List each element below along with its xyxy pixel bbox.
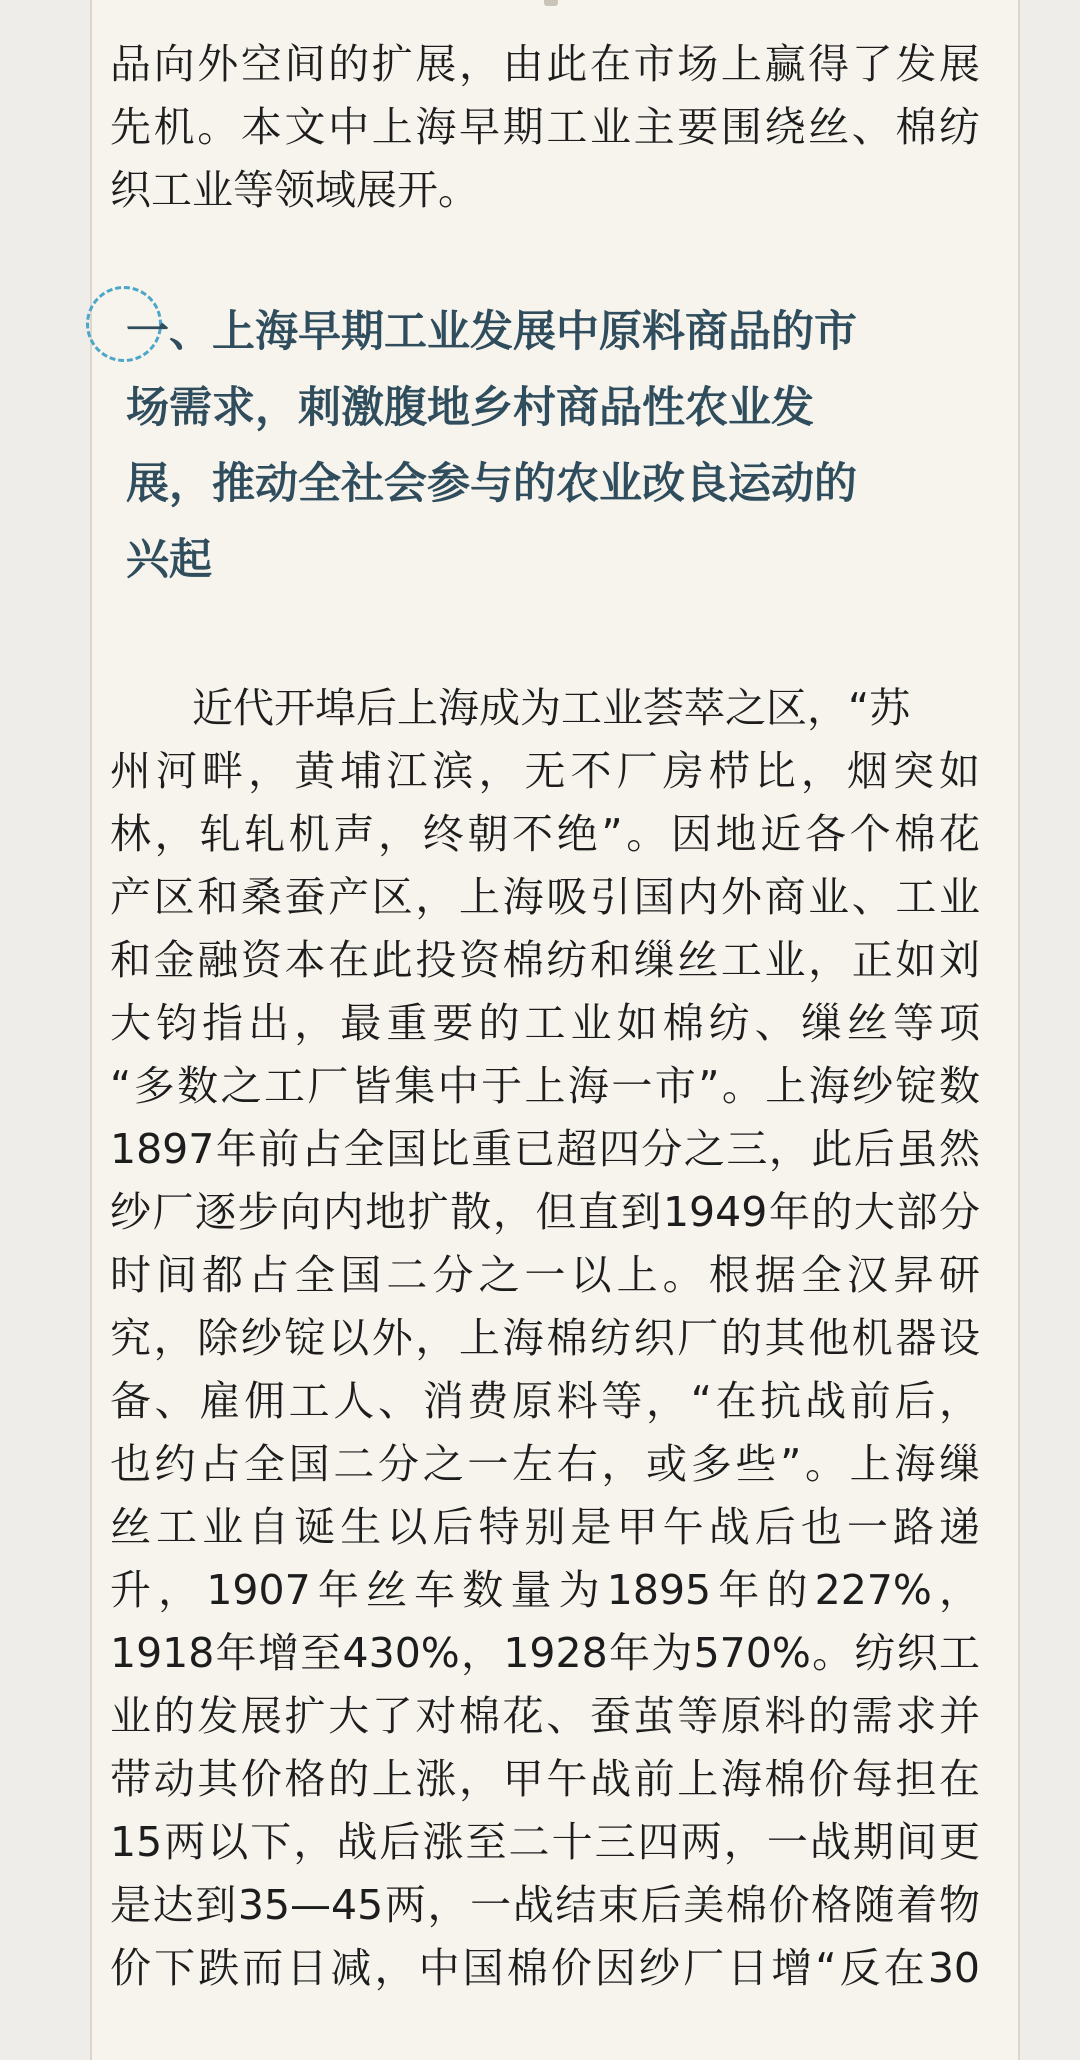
body-line: 林，轧轧机声，终朝不绝”。因地近各个棉花 bbox=[110, 810, 980, 858]
body-line: 1897年前占全国比重已超四分之三，此后虽然 bbox=[110, 1125, 980, 1173]
body-line: 1918年增至430%，1928年为570%。纺织工 bbox=[110, 1629, 980, 1677]
section-heading-line: 展，推动全社会参与的农业改良运动的 bbox=[126, 459, 857, 509]
body-line: 丝工业自诞生以后特别是甲午战后也一路递 bbox=[110, 1503, 980, 1551]
body-line: 备、雇佣工人、消费原料等，“在抗战前后， bbox=[110, 1377, 980, 1425]
intro-line: 织工业等领域展开。 bbox=[110, 166, 479, 214]
body-line: 究，除纱锭以外，上海棉纺织厂的其他机器设 bbox=[110, 1314, 980, 1362]
intro-line: 品向外空间的扩展，由此在市场上赢得了发展 bbox=[110, 40, 980, 88]
section-heading-line: 一、上海早期工业发展中原料商品的市 bbox=[126, 307, 857, 357]
body-line: 大钧指出，最重要的工业如棉纺、缫丝等项 bbox=[110, 999, 980, 1047]
body-line: 和金融资本在此投资棉纺和缫丝工业，正如刘 bbox=[110, 936, 980, 984]
body-line: 纱厂逐步向内地扩散，但直到1949年的大部分 bbox=[110, 1188, 980, 1236]
section-heading-line: 兴起 bbox=[126, 535, 212, 585]
body-line: 时间都占全国二分之一以上。根据全汉昇研 bbox=[110, 1251, 980, 1299]
body-line: 价下跌而日减，中国棉价因纱厂日增“反在30 bbox=[110, 1944, 980, 1992]
body-line: 升，1907年丝车数量为1895年的227%， bbox=[110, 1566, 980, 1614]
body-line: 也约占全国二分之一左右，或多些”。上海缫 bbox=[110, 1440, 980, 1488]
section-heading-line: 场需求，刺激腹地乡村商品性农业发 bbox=[126, 383, 814, 433]
body-line: 业的发展扩大了对棉花、蚕茧等原料的需求并 bbox=[110, 1692, 980, 1740]
body-line: 近代开埠后上海成为工业荟萃之区，“苏 bbox=[192, 684, 911, 732]
body-line: 是达到35—45两，一战结束后美棉价格随着物 bbox=[110, 1881, 980, 1929]
body-line: “多数之工厂皆集中于上海一市”。上海纱锭数 bbox=[110, 1062, 980, 1110]
intro-line: 先机。本文中上海早期工业主要围绕丝、棉纺 bbox=[110, 103, 980, 151]
body-line: 带动其价格的上涨，甲午战前上海棉价每担在 bbox=[110, 1755, 980, 1803]
body-line: 州河畔，黄埔江滨，无不厂房栉比，烟突如 bbox=[110, 747, 980, 795]
body-line: 15两以下，战后涨至二十三四两，一战期间更 bbox=[110, 1818, 980, 1866]
top-decoration bbox=[544, 0, 558, 6]
body-line: 产区和桑蚕产区，上海吸引国内外商业、工业 bbox=[110, 873, 980, 921]
